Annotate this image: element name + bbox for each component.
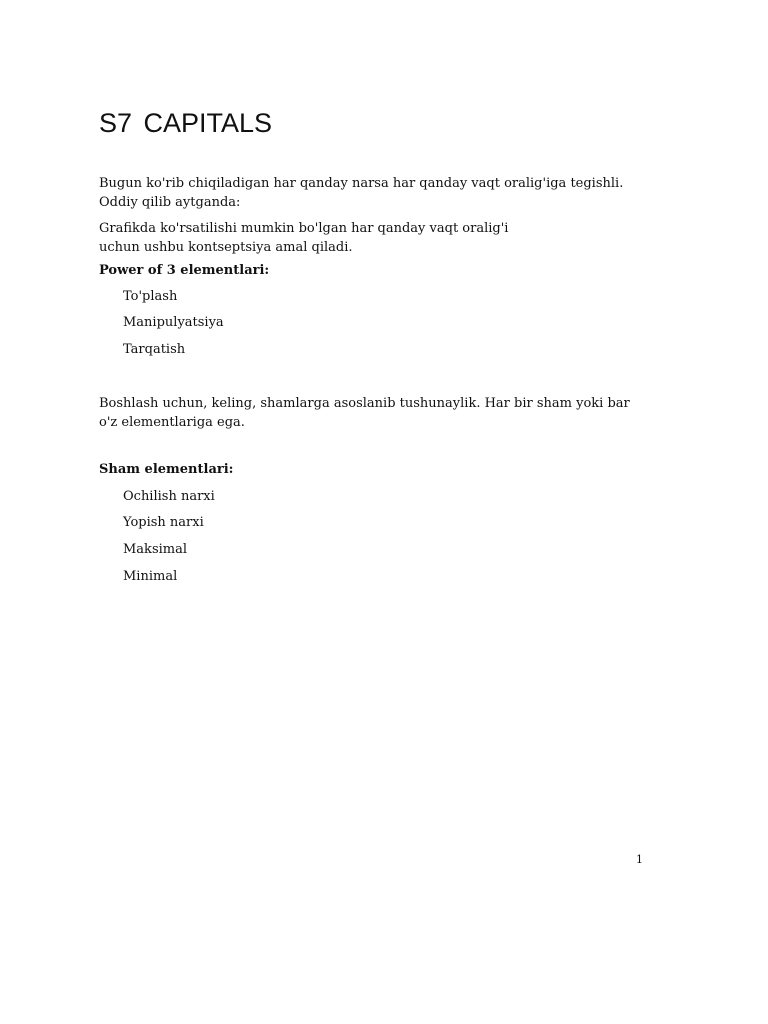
intro-line-2: Oddiy qilib aytganda: bbox=[99, 195, 241, 210]
list-item: Ochilish narxi bbox=[123, 489, 215, 504]
list-item: Manipulyatsiya bbox=[123, 315, 224, 330]
list-item: Minimal bbox=[123, 569, 178, 584]
candle-intro-line-1: Boshlash uchun, keling, shamlarga asoslanib tushunaylik. Har bir sham yoki bar bbox=[99, 396, 630, 411]
intro-line-1: Bugun ko'rib chiqiladigan har qanday narsa har qanday vaqt oralig'iga tegishli. bbox=[99, 176, 624, 191]
candle-elements-heading: Sham elementlari: bbox=[99, 462, 234, 477]
power-of-3-heading: Power of 3 elementlari: bbox=[99, 263, 270, 278]
list-item: Yopish narxi bbox=[123, 515, 204, 530]
document-title: S7 CAPITALS bbox=[99, 108, 273, 138]
list-item: To'plash bbox=[123, 289, 178, 304]
list-item: Tarqatish bbox=[123, 342, 186, 357]
list-item: Maksimal bbox=[123, 542, 188, 557]
paragraph-line-2: uchun ushbu kontseptsiya amal qiladi. bbox=[99, 240, 353, 255]
page-number: 1 bbox=[636, 853, 643, 866]
candle-intro-line-2: o'z elementlariga ega. bbox=[99, 415, 245, 430]
paragraph-line-1: Grafikda ko'rsatilishi mumkin bo'lgan har qanday vaqt oralig'i bbox=[99, 221, 509, 236]
